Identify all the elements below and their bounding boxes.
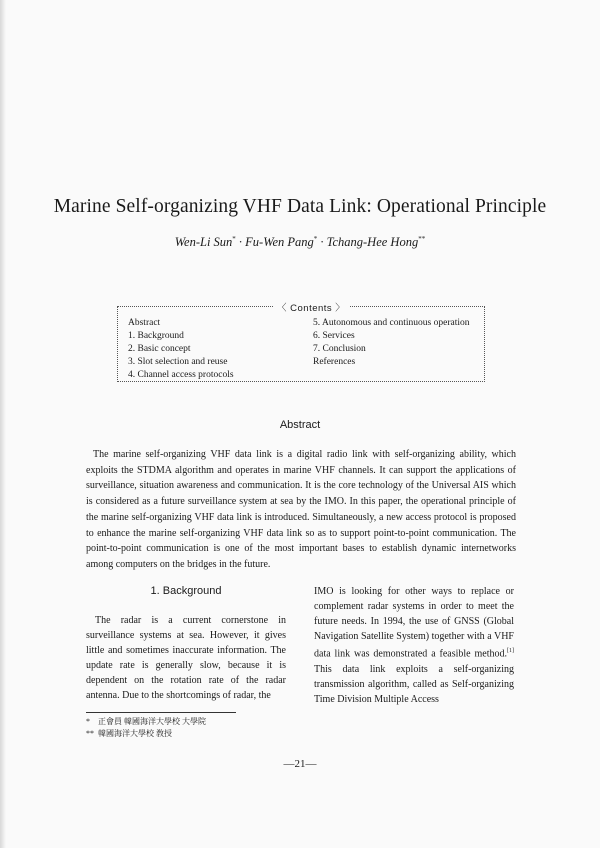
contents-item: Abstract: [128, 318, 161, 328]
body-text: IMO is looking for other ways to replace or complement radar systems in order to meet the future needs. In 1994, the use of GNSS (Global Navigation Satellite System) together with a VHF data link was demonstrated a feasible method.: [314, 586, 514, 660]
contents-item: 1. Background: [128, 330, 184, 341]
abstract-text: The marine self-organizing VHF data link is a digital radio link with self-organizing ability, which exploits the STDMA algorithm and operates in marine VHF channels. It can support the applications of surveillance, situation awareness and communication. It is the core technology of the Universal AIS which is considered as a future surveillance system at sea by the IMO. In this paper, the operational principle of the marine self-organizing VHF data link is introduced. Simultaneously, a new access protocol is proposed to enhance the marine self-organizing VHF data link so as to support point-to-point communication. The point-to-point communication is one of the most important bases to establish dynamic internetworks among computers on the bridges in the future.: [86, 449, 516, 570]
contents-item: 7. Conclusion: [313, 343, 366, 354]
author-affiliation-mark: *: [313, 235, 318, 243]
footnotes: [86, 716, 206, 740]
section-heading: 1. Background: [150, 585, 222, 597]
contents-column-right: [313, 317, 469, 369]
contents-item: 4. Channel access protocols: [128, 369, 234, 380]
paper-title: Marine Self-organizing VHF Data Link: Operational Principle: [53, 196, 547, 217]
citation-ref: [1]: [507, 648, 514, 655]
contents-column-left: [128, 317, 234, 382]
body-text: This data link exploits a self-organizing transmission algorithm, called as Self-organizing Time Division Multiple Access: [314, 663, 514, 705]
footnote: [86, 716, 206, 728]
author-separator: ·: [317, 235, 327, 250]
contents-item: References: [313, 356, 356, 367]
contents-item: 3. Slot selection and reuse: [128, 356, 228, 367]
page-number: —21—: [283, 758, 317, 770]
footnote-mark: *: [86, 717, 90, 726]
footnote-mark: **: [86, 729, 94, 738]
author-affiliation-mark: **: [418, 235, 426, 243]
body-column-left: The radar is a current cornerstone in surveillance systems at sea. However, it gives little and sometimes inaccurate information. The update rate is generally slow, because it is dependent on the rotation rate of the radar antenna. Due to the shortcomings of radar, the: [86, 615, 286, 702]
author-name: Wen-Li Sun: [174, 235, 233, 250]
footnote: [86, 728, 206, 740]
abstract-heading: Abstract: [279, 419, 321, 431]
author-name: Fu-Wen Pang: [245, 235, 314, 250]
body-column-right: [314, 584, 514, 707]
author-name: Tchang-Hee Hong: [326, 235, 419, 250]
contents-item: 2. Basic concept: [128, 343, 191, 354]
footnote-text: 韓國海洋大學校 敎授: [98, 729, 172, 738]
author-separator: ·: [235, 235, 246, 250]
footnote-rule: [86, 712, 236, 713]
contents-item: 5. Autonomous and continuous operation: [313, 318, 470, 328]
author-line: [0, 235, 600, 250]
contents-item: 6. Services: [313, 330, 355, 341]
contents-caption: 〈 Contents 〉: [273, 300, 349, 314]
author-affiliation-mark: *: [232, 235, 236, 243]
footnote-text: 正會員 韓國海洋大學校 大學院: [98, 717, 206, 726]
